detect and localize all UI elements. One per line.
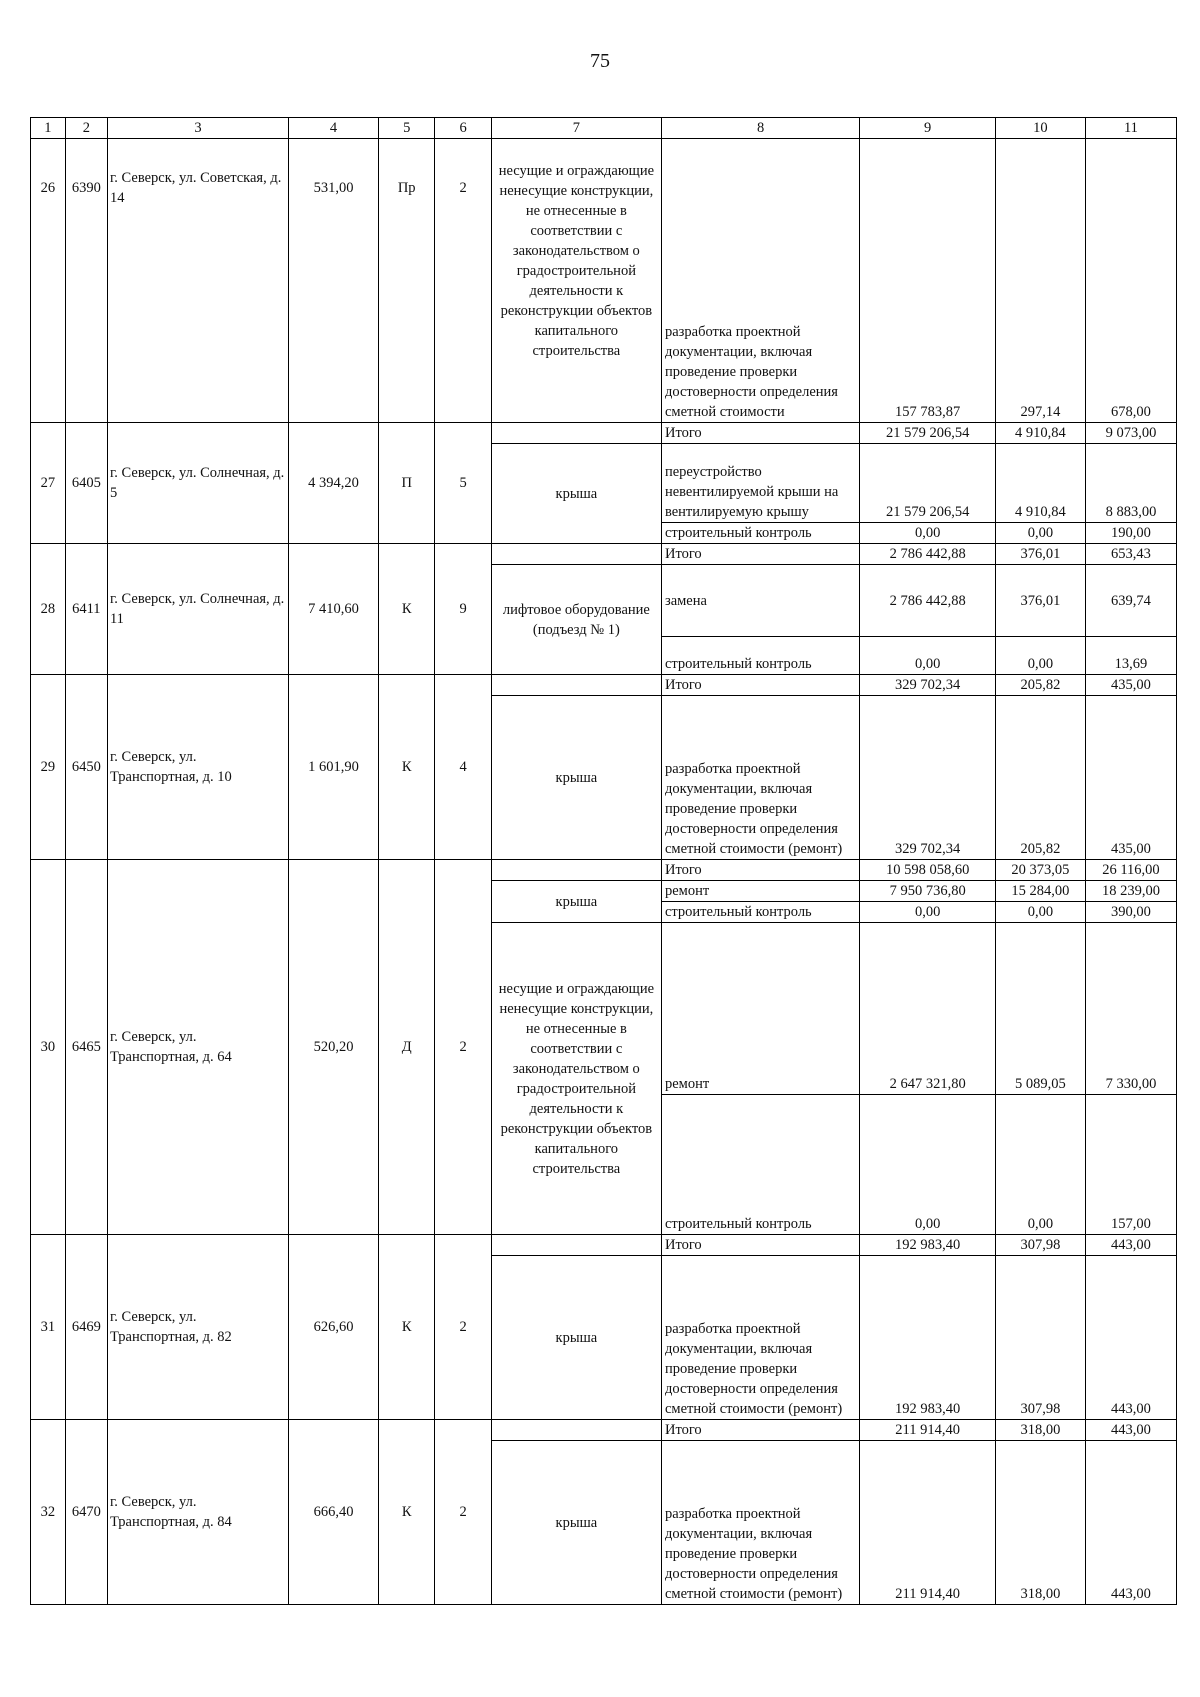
empty-cell [491, 675, 661, 696]
cost-value: 8 883,00 [1085, 444, 1176, 523]
table-row [31, 675, 1177, 696]
building-code: 6390 [65, 139, 107, 423]
building-address: г. Северск, ул. Транспортная, д. 84 [107, 1420, 288, 1605]
work-type: разработка проектной документации, включая проведение проверки достоверности определения сметной стоимости (ремонт) [661, 696, 859, 860]
cost-value: 211 914,40 [860, 1441, 996, 1605]
cost-value: 7 330,00 [1085, 923, 1176, 1095]
cost-value: 157,00 [1085, 1095, 1176, 1235]
cost-value: 435,00 [1085, 696, 1176, 860]
floor-count: 5 [435, 423, 491, 544]
cost-value: 205,82 [995, 696, 1085, 860]
building-area: 626,60 [289, 1235, 379, 1420]
building-area: 520,20 [289, 860, 379, 1235]
cost-value: 157 783,87 [860, 139, 996, 423]
empty-cell [491, 1420, 661, 1441]
row-number: 27 [31, 423, 66, 544]
empty-cell [491, 423, 661, 444]
work-type: ремонт [661, 923, 859, 1095]
floor-count: 4 [435, 675, 491, 860]
total-value: 329 702,34 [860, 675, 996, 696]
cost-value: 0,00 [860, 523, 996, 544]
total-label: Итого [661, 1235, 859, 1256]
floor-count: 2 [435, 139, 491, 423]
cost-value: 0,00 [860, 1095, 996, 1235]
repair-item: крыша [491, 1441, 661, 1605]
cost-value: 190,00 [1085, 523, 1176, 544]
building-type: Д [379, 860, 435, 1235]
total-value: 20 373,05 [995, 860, 1085, 881]
building-code: 6469 [65, 1235, 107, 1420]
building-address: г. Северск, ул. Солнечная, д. 11 [107, 544, 288, 675]
building-code: 6470 [65, 1420, 107, 1605]
repair-item: крыша [491, 696, 661, 860]
floor-count: 2 [435, 1235, 491, 1420]
total-value: 4 910,84 [995, 423, 1085, 444]
work-type: разработка проектной документации, включая проведение проверки достоверности определения сметной стоимости (ремонт) [661, 1256, 859, 1420]
table-row [31, 860, 1177, 881]
row-number: 28 [31, 544, 66, 675]
work-type: ремонт [661, 881, 859, 902]
work-type: переустройство невентилируемой крыши на вентилируемую крышу [661, 444, 859, 523]
work-type: строительный контроль [661, 523, 859, 544]
total-label: Итого [661, 675, 859, 696]
cost-value: 15 284,00 [995, 881, 1085, 902]
column-header: 7 [491, 118, 661, 139]
building-code: 6411 [65, 544, 107, 675]
cost-value: 443,00 [1085, 1441, 1176, 1605]
building-address: г. Северск, ул. Транспортная, д. 64 [107, 860, 288, 1235]
cost-value: 678,00 [1085, 139, 1176, 423]
work-type: строительный контроль [661, 1095, 859, 1235]
column-header: 6 [435, 118, 491, 139]
cost-value: 5 089,05 [995, 923, 1085, 1095]
work-type: замена [661, 565, 859, 637]
total-value: 653,43 [1085, 544, 1176, 565]
cost-value: 2 647 321,80 [860, 923, 996, 1095]
total-value: 307,98 [995, 1235, 1085, 1256]
total-value: 443,00 [1085, 1235, 1176, 1256]
cost-value: 0,00 [995, 902, 1085, 923]
work-type: строительный контроль [661, 637, 859, 675]
repair-item: несущие и ограждающие ненесущие конструкции, не отнесенные в соответствии с законодательством о градостроительной деятельности к реконструкции объектов капитального строительства [491, 923, 661, 1235]
row-number: 32 [31, 1420, 66, 1605]
page-number: 75 [590, 50, 610, 72]
column-header: 4 [289, 118, 379, 139]
cost-value: 318,00 [995, 1441, 1085, 1605]
column-header: 5 [379, 118, 435, 139]
building-area: 531,00 [289, 139, 379, 423]
table-row [31, 139, 1177, 423]
total-label: Итого [661, 544, 859, 565]
column-header: 1 [31, 118, 66, 139]
building-type: П [379, 423, 435, 544]
total-value: 376,01 [995, 544, 1085, 565]
total-value: 2 786 442,88 [860, 544, 996, 565]
table-row [31, 423, 1177, 444]
empty-cell [491, 544, 661, 565]
total-value: 192 983,40 [860, 1235, 996, 1256]
cost-value: 13,69 [1085, 637, 1176, 675]
total-label: Итого [661, 860, 859, 881]
row-number: 29 [31, 675, 66, 860]
building-code: 6450 [65, 675, 107, 860]
row-number: 26 [31, 139, 66, 423]
total-value: 435,00 [1085, 675, 1176, 696]
total-value: 205,82 [995, 675, 1085, 696]
cost-value: 192 983,40 [860, 1256, 996, 1420]
cost-value: 21 579 206,54 [860, 444, 996, 523]
cost-value: 297,14 [995, 139, 1085, 423]
cost-value: 307,98 [995, 1256, 1085, 1420]
work-type: разработка проектной документации, включая проведение проверки достоверности определения сметной стоимости [661, 139, 859, 423]
column-header: 3 [107, 118, 288, 139]
repair-item: крыша [491, 1256, 661, 1420]
repair-item: крыша [491, 881, 661, 923]
header-row [31, 118, 1177, 139]
building-area: 1 601,90 [289, 675, 379, 860]
table-row [31, 544, 1177, 565]
floor-count: 2 [435, 860, 491, 1235]
repair-schedule-table [30, 117, 1177, 1605]
repair-item: крыша [491, 444, 661, 544]
cost-value: 0,00 [995, 1095, 1085, 1235]
building-type: Пр [379, 139, 435, 423]
total-value: 443,00 [1085, 1420, 1176, 1441]
repair-item: лифтовое оборудование (подъезд № 1) [491, 565, 661, 675]
building-address: г. Северск, ул. Советская, д. 14 [107, 139, 288, 423]
total-value: 26 116,00 [1085, 860, 1176, 881]
empty-cell [491, 1235, 661, 1256]
work-type: строительный контроль [661, 902, 859, 923]
column-header: 9 [860, 118, 996, 139]
cost-value: 329 702,34 [860, 696, 996, 860]
building-area: 666,40 [289, 1420, 379, 1605]
total-value: 318,00 [995, 1420, 1085, 1441]
building-code: 6465 [65, 860, 107, 1235]
cost-value: 443,00 [1085, 1256, 1176, 1420]
building-address: г. Северск, ул. Транспортная, д. 10 [107, 675, 288, 860]
column-header: 2 [65, 118, 107, 139]
table-row [31, 1235, 1177, 1256]
total-value: 211 914,40 [860, 1420, 996, 1441]
work-type: разработка проектной документации, включая проведение проверки достоверности определения сметной стоимости (ремонт) [661, 1441, 859, 1605]
column-header: 8 [661, 118, 859, 139]
cost-value: 0,00 [995, 523, 1085, 544]
building-address: г. Северск, ул. Солнечная, д. 5 [107, 423, 288, 544]
table-row [31, 1420, 1177, 1441]
cost-value: 0,00 [995, 637, 1085, 675]
cost-value: 7 950 736,80 [860, 881, 996, 902]
repair-item: несущие и ограждающие ненесущие конструкции, не отнесенные в соответствии с законодательством о градостроительной деятельности к реконструкции объектов капитального строительства [491, 139, 661, 423]
total-value: 21 579 206,54 [860, 423, 996, 444]
row-number: 30 [31, 860, 66, 1235]
cost-value: 639,74 [1085, 565, 1176, 637]
cost-value: 2 786 442,88 [860, 565, 996, 637]
cost-value: 18 239,00 [1085, 881, 1176, 902]
building-area: 7 410,60 [289, 544, 379, 675]
total-label: Итого [661, 1420, 859, 1441]
total-label: Итого [661, 423, 859, 444]
total-value: 10 598 058,60 [860, 860, 996, 881]
cost-value: 0,00 [860, 902, 996, 923]
building-code: 6405 [65, 423, 107, 544]
building-type: К [379, 1235, 435, 1420]
column-header: 10 [995, 118, 1085, 139]
building-address: г. Северск, ул. Транспортная, д. 82 [107, 1235, 288, 1420]
cost-value: 4 910,84 [995, 444, 1085, 523]
cost-value: 0,00 [860, 637, 996, 675]
building-type: К [379, 544, 435, 675]
floor-count: 9 [435, 544, 491, 675]
building-type: К [379, 675, 435, 860]
column-header: 11 [1085, 118, 1176, 139]
cost-value: 376,01 [995, 565, 1085, 637]
cost-value: 390,00 [1085, 902, 1176, 923]
building-type: К [379, 1420, 435, 1605]
empty-cell [491, 860, 661, 881]
building-area: 4 394,20 [289, 423, 379, 544]
row-number: 31 [31, 1235, 66, 1420]
floor-count: 2 [435, 1420, 491, 1605]
total-value: 9 073,00 [1085, 423, 1176, 444]
